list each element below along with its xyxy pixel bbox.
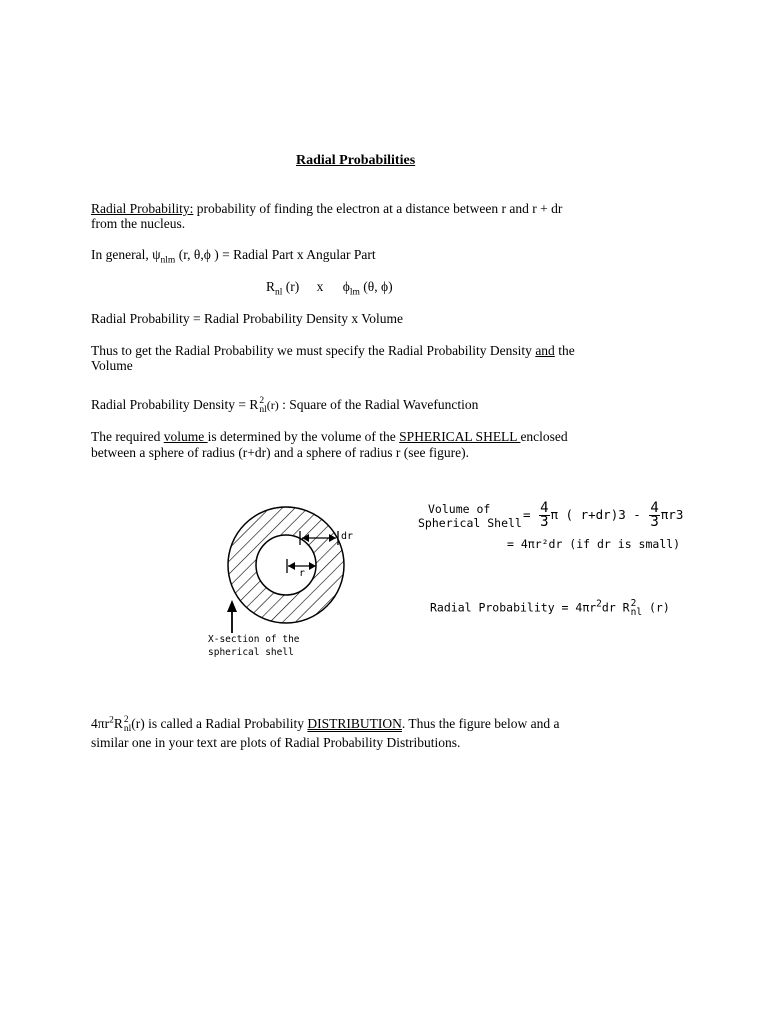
angular-phi-args: (θ, ϕ) bbox=[359, 279, 393, 294]
definition-line-1 bbox=[91, 201, 562, 217]
volume-text-3: enclosed bbox=[520, 429, 568, 444]
parts-equation bbox=[266, 279, 393, 298]
radial-formula-mid: dr R bbox=[601, 600, 630, 615]
dist-r-sup: 2 bbox=[109, 715, 114, 726]
radial-formula-sup: 2 bbox=[630, 598, 637, 609]
definition-text: probability of finding the electron at a distance between r and r + dr bbox=[193, 201, 563, 216]
r-label: r bbox=[299, 568, 306, 579]
volume-line-1 bbox=[91, 429, 568, 445]
volume-term-2: πr3 bbox=[660, 507, 684, 522]
fraction-four-thirds-1 bbox=[539, 502, 549, 529]
fraction-four-thirds-2 bbox=[649, 502, 659, 529]
distribution-term: DISTRIBUTION bbox=[307, 716, 402, 732]
definition-line-2: from the nucleus. bbox=[91, 216, 186, 231]
frac2-den: 3 bbox=[650, 514, 659, 530]
dr-label: dr bbox=[341, 531, 354, 542]
volume-label-2: Spherical Shell bbox=[418, 516, 522, 530]
radial-formula-args: (r) bbox=[642, 600, 670, 615]
spherical-shell-figure bbox=[200, 488, 380, 668]
density-args: (r) bbox=[266, 398, 279, 413]
density-definition bbox=[91, 397, 478, 415]
radial-R: R bbox=[266, 279, 276, 294]
density-rhs: : Square of the Radial Wavefunction bbox=[278, 397, 479, 413]
radial-R-args: (r) bbox=[282, 279, 300, 294]
frac1-num: 4 bbox=[540, 500, 549, 516]
density-sub: nl bbox=[259, 405, 267, 415]
volume-text-1: The required bbox=[91, 429, 164, 444]
psi-subscript: nlm bbox=[160, 255, 176, 266]
page-title: Radial Probabilities bbox=[296, 153, 416, 168]
volume-label-1: Volume of bbox=[428, 502, 491, 516]
volume-text-2: is determined by the volume of the bbox=[207, 429, 400, 444]
distribution-line-2: similar one in your text are plots of Radial Probability Distributions. bbox=[91, 735, 461, 750]
spherical-shell-word: SPHERICAL SHELL bbox=[399, 429, 521, 444]
radial-R-sub: nl bbox=[275, 287, 283, 298]
radial-formula-sub: nl bbox=[630, 607, 643, 618]
general-rest: = Radial Part x Angular Part bbox=[218, 247, 376, 262]
density-R: R bbox=[249, 397, 259, 413]
definition-term: Radial Probability: bbox=[91, 201, 194, 216]
dist-text-2: . Thus the figure below and a bbox=[401, 716, 560, 732]
frac2-num: 4 bbox=[650, 500, 659, 516]
radial-formula-r-sup: 2 bbox=[596, 598, 602, 610]
angular-phi: ϕ bbox=[342, 279, 350, 294]
radial-probability-formula bbox=[430, 599, 670, 617]
angular-phi-sub: lm bbox=[349, 287, 360, 298]
probability-equation: Radial Probability = Radial Probability Density x Volume bbox=[91, 311, 403, 326]
times-sign: x bbox=[316, 279, 324, 294]
density-intro-text: Thus to get the Radial Probability we must specify the Radial Probability Density bbox=[91, 343, 536, 358]
volume-formula-line-1 bbox=[523, 502, 683, 529]
distribution-line-1 bbox=[91, 716, 560, 734]
psi-args: (r, θ,ϕ ) bbox=[175, 247, 219, 262]
dist-sub: nl bbox=[123, 724, 132, 734]
radial-formula-lhs: Radial Probability = 4πr bbox=[430, 600, 597, 615]
general-prefix: In general, bbox=[91, 247, 153, 262]
volume-eq-sign: = bbox=[523, 507, 531, 522]
caption-line-2: spherical shell bbox=[208, 647, 294, 658]
dist-R: R bbox=[113, 716, 123, 732]
dist-sup: 2 bbox=[123, 715, 129, 725]
dist-text-1: (r) is called a Radial Probability bbox=[131, 716, 308, 732]
volume-term-1: π ( r+dr)3 - bbox=[550, 507, 649, 522]
density-lhs: Radial Probability Density = bbox=[91, 397, 250, 413]
caption-line-1: X-section of the bbox=[208, 634, 300, 645]
density-intro-line-2: Volume bbox=[91, 358, 133, 373]
inner-circle bbox=[256, 535, 316, 595]
volume-word: volume bbox=[163, 429, 208, 444]
density-sup: 2 bbox=[259, 396, 265, 406]
frac1-den: 3 bbox=[540, 514, 549, 530]
general-equation bbox=[91, 247, 376, 266]
and-word: and bbox=[535, 343, 555, 358]
volume-formula-line-2: = 4πr²dr (if dr is small) bbox=[507, 537, 681, 551]
density-intro-line-1 bbox=[91, 343, 575, 359]
psi-symbol: ψ bbox=[152, 247, 161, 262]
volume-line-2: between a sphere of radius (r+dr) and a sphere of radius r (see figure). bbox=[91, 445, 469, 460]
density-intro-tail: the bbox=[554, 343, 575, 358]
dist-4pir: 4πr bbox=[91, 716, 110, 732]
